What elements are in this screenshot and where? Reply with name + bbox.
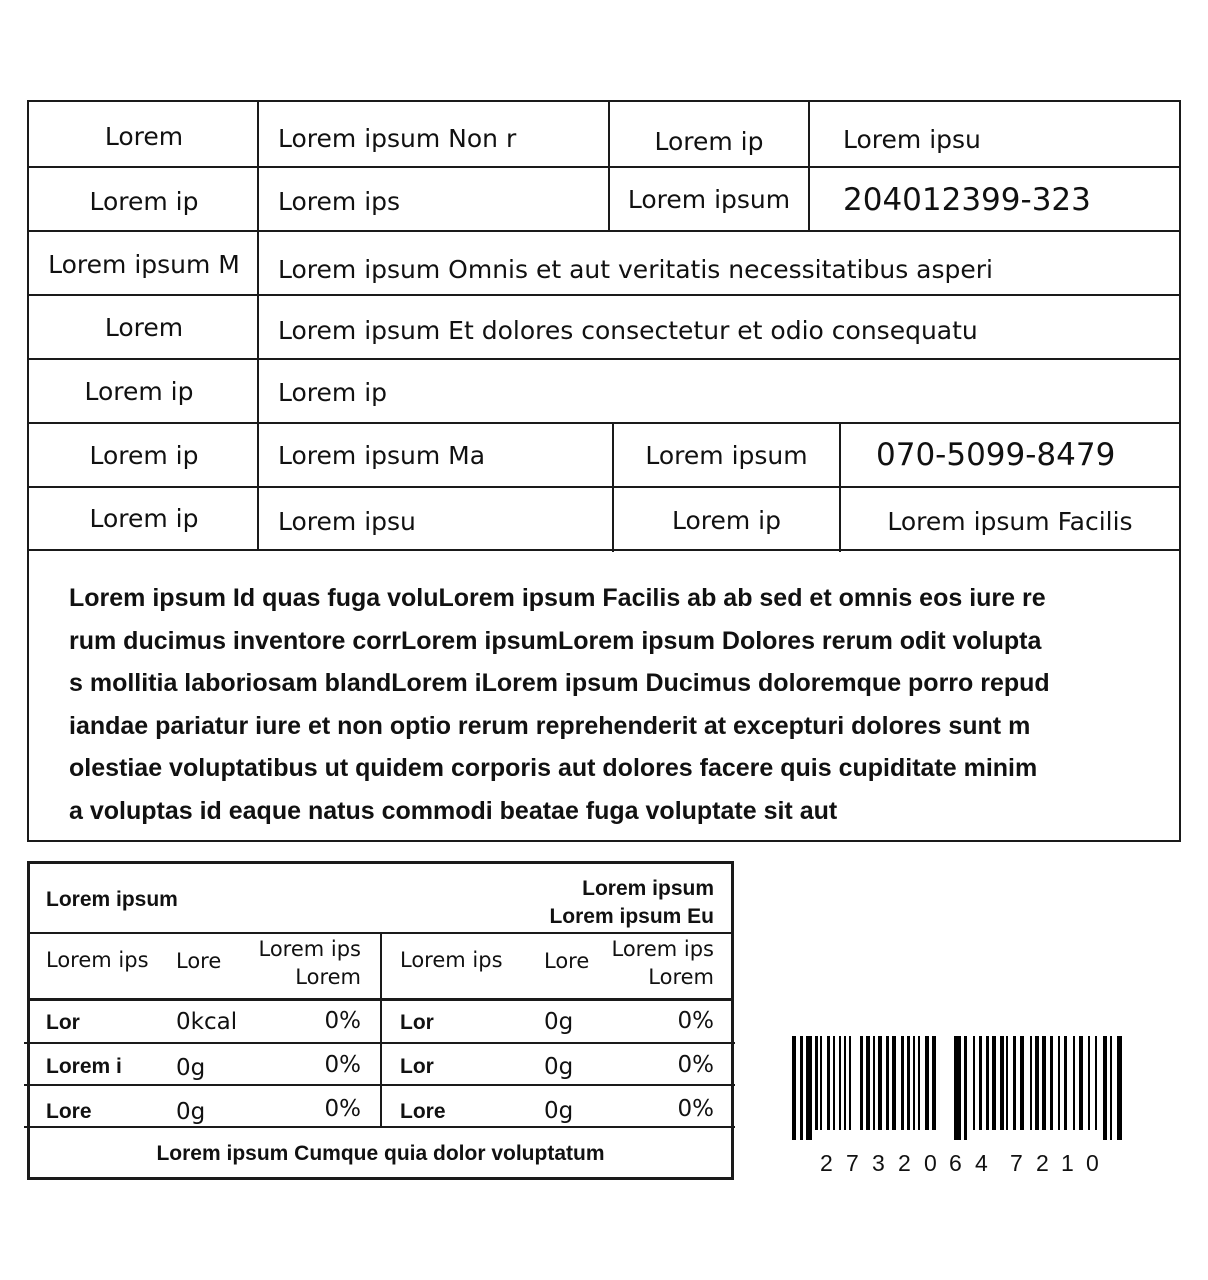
description-text: [69, 577, 1149, 832]
barcode-digit: 2: [1036, 1150, 1049, 1176]
description-line: iandae pariatur iure et non optio rerum reprehenderit at excepturi dolores sunt m: [69, 711, 1031, 740]
nutrition-footer: Lorem ipsum Cumque quia dolor voluptatum: [156, 1142, 605, 1165]
serving-info: Lorem ipsum: [582, 877, 714, 900]
row-divider: [29, 230, 1179, 232]
column-header: Lorem: [295, 965, 361, 989]
info-label: Lorem ip: [89, 504, 199, 533]
info-label: Lorem: [104, 313, 184, 342]
info-value: Lorem ipsum Facilis: [887, 507, 1133, 536]
column-header: Lorem: [648, 965, 714, 989]
info-label: Lorem ip: [89, 187, 199, 216]
column-header: Lorem ips: [46, 948, 149, 972]
nutrient-name: Lor: [400, 1055, 434, 1078]
description-line: olestiae voluptatibus ut quidem corporis aut dolores facere quis cupiditate minim: [69, 754, 1038, 782]
nutrient-name: Lorem i: [46, 1055, 122, 1078]
barcode-digit: 2: [898, 1150, 911, 1176]
barcode-digit: 0: [1086, 1150, 1099, 1176]
info-label: Lorem: [104, 122, 184, 151]
barcode-digit: 6: [949, 1150, 962, 1176]
info-label: Lorem ip: [671, 506, 781, 535]
nutrient-amount: 0g: [544, 1009, 574, 1035]
info-value: Lorem ipsum Omnis et aut veritatis necessitatibus asperi: [278, 255, 993, 284]
info-value: Lorem ipsu: [843, 125, 981, 154]
nutrient-amount: 0g: [176, 1055, 206, 1081]
description-line: rum ducimus inventore corrLorem ipsumLorem ipsum Dolores rerum odit volupta: [69, 626, 1042, 655]
info-label: Lorem ipsum M: [48, 250, 240, 279]
barcode-digit: 0: [924, 1150, 937, 1176]
nutrient-name: Lore: [46, 1100, 92, 1123]
description-line: s mollitia laboriosam blandLorem iLorem ipsum Ducimus doloremque porro repud: [69, 669, 1050, 697]
row-divider: [29, 358, 1179, 360]
description-line: a voluptas id eaque natus commodi beatae fuga voluptate sit aut: [69, 796, 838, 825]
nutrition-facts-table: [27, 861, 734, 1180]
barcode-image: [792, 1036, 1128, 1140]
nutrient-amount: 0g: [176, 1099, 206, 1125]
nutrient-amount: 0kcal: [176, 1009, 238, 1035]
column-header: Lore: [176, 949, 222, 973]
nutrient-amount: 0g: [544, 1098, 574, 1124]
row-divider: [29, 166, 1179, 168]
column-header: Lorem ips: [611, 937, 714, 961]
row-divider: [29, 549, 1179, 551]
info-label: Lorem ip: [89, 441, 199, 470]
serving-info: Lorem ipsum Eu: [549, 905, 714, 928]
nutrient-name: Lor: [46, 1011, 80, 1034]
nutrient-percent: 0%: [677, 1052, 714, 1078]
info-value: 070-5099-8479: [876, 437, 1116, 473]
barcode-number: [792, 1150, 1128, 1178]
row-divider: [29, 486, 1179, 488]
info-value: Lorem ipsum Non r: [278, 124, 517, 153]
info-value: Lorem ipsu: [278, 507, 416, 536]
nutrient-amount: 0g: [544, 1054, 574, 1080]
nutrient-percent: 0%: [677, 1096, 714, 1122]
column-header: Lorem ips: [258, 937, 361, 961]
barcode-digit: 7: [846, 1150, 859, 1176]
barcode-digit: 1: [1061, 1150, 1074, 1176]
product-info-table: [27, 100, 1181, 842]
row-divider: [29, 294, 1179, 296]
info-value: Lorem ips: [278, 187, 401, 216]
info-value: Lorem ip: [278, 378, 388, 407]
description-line: Lorem ipsum Id quas fuga voluLorem ipsum Facilis ab ab sed et omnis eos iure re: [69, 584, 1046, 612]
info-label: Lorem ipsum: [627, 185, 791, 214]
nutrient-name: Lor: [400, 1011, 434, 1034]
column-divider: [808, 102, 810, 230]
nutrient-percent: 0%: [324, 1052, 361, 1078]
row-divider: [29, 422, 1179, 424]
column-header: Lorem ips: [400, 948, 503, 972]
nutrient-name: Lore: [400, 1100, 446, 1123]
info-label: Lorem ip: [84, 377, 194, 406]
column-divider: [380, 932, 382, 1127]
info-value: Lorem ipsum Et dolores consectetur et odio consequatu: [278, 316, 978, 345]
info-value: Lorem ipsum Ma: [278, 441, 486, 470]
nutrient-percent: 0%: [324, 1008, 361, 1034]
info-label: Lorem ip: [654, 127, 764, 156]
nutrient-percent: 0%: [324, 1096, 361, 1122]
barcode-digit: 2: [820, 1150, 833, 1176]
barcode-digit: 7: [1010, 1150, 1023, 1176]
barcode-digit: 4: [975, 1150, 988, 1176]
nutrient-percent: 0%: [677, 1008, 714, 1034]
barcode-digit: 3: [872, 1150, 885, 1176]
info-label: Lorem ipsum: [645, 441, 808, 470]
nutrition-title: Lorem ipsum: [46, 888, 178, 911]
info-value: 204012399-323: [843, 182, 1091, 218]
column-header: Lore: [544, 949, 590, 973]
